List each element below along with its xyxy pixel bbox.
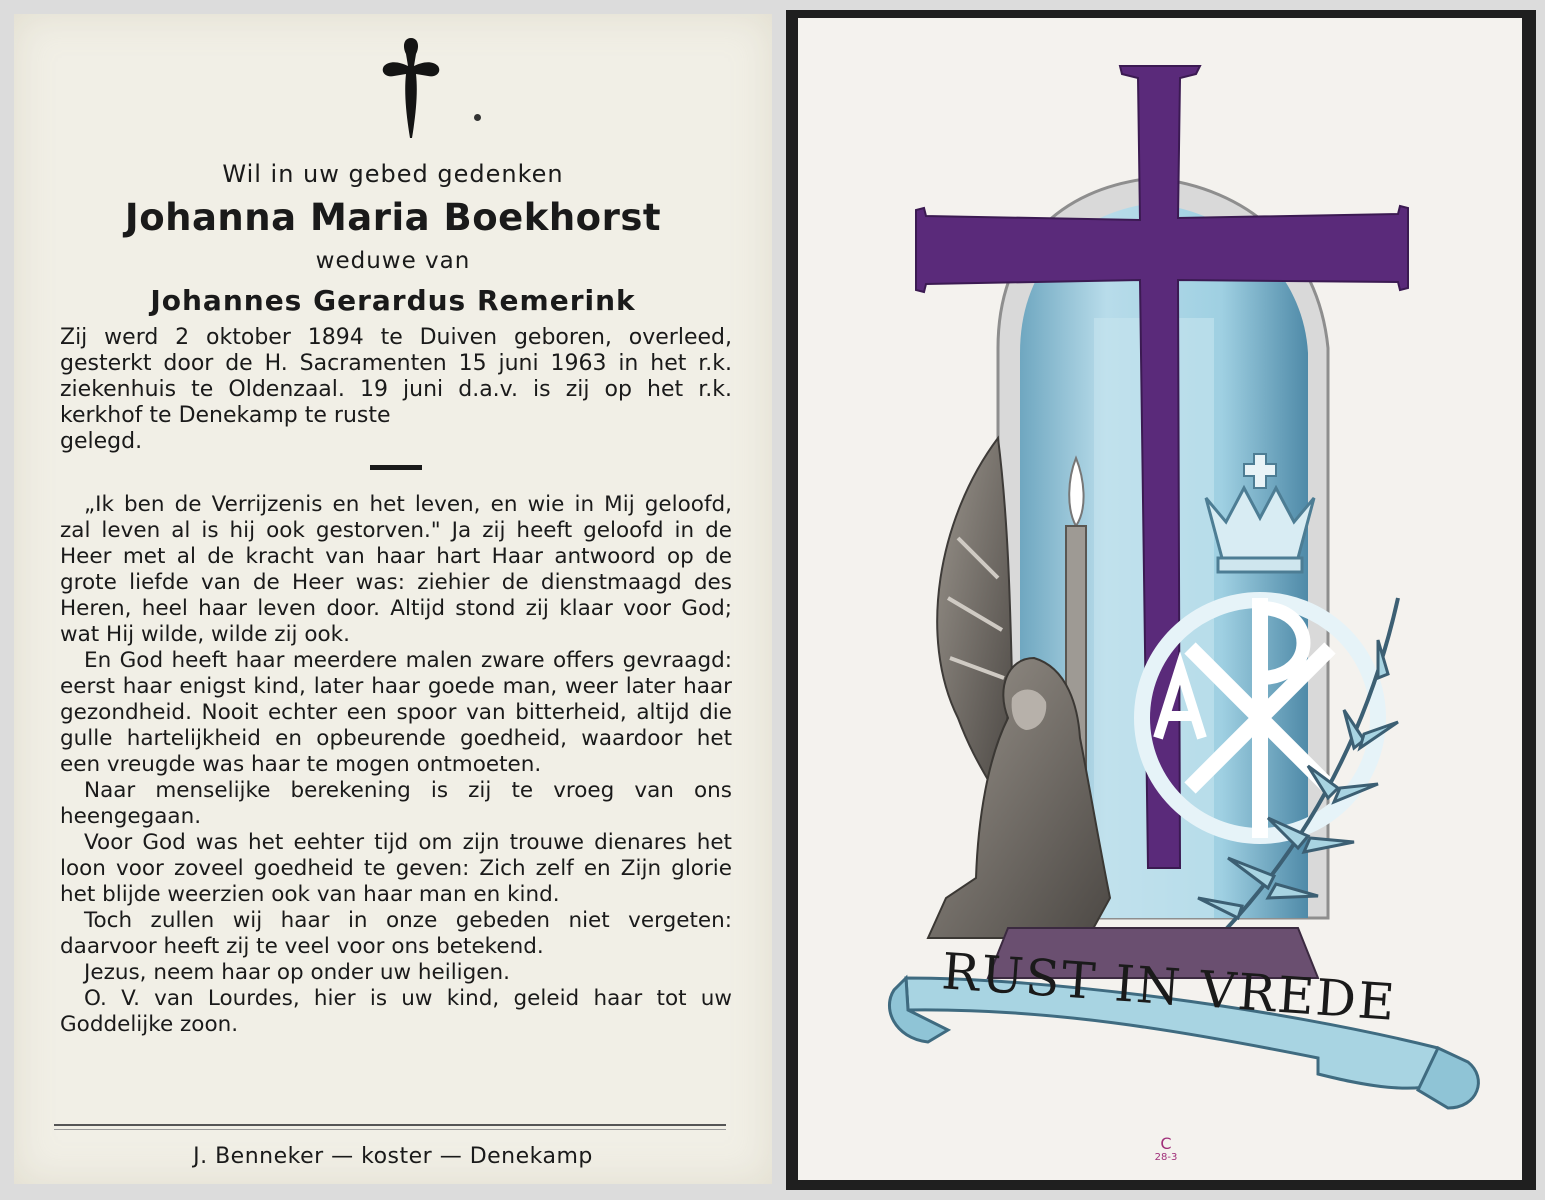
chi-rho-emblem bbox=[1142, 598, 1378, 838]
prayer-paragraph: „Ik ben de Verrijzenis en het leven, en wie in Mij geloofd, zal leven al is hij ook gestorven." Ja zij heeft geloofd in de Heer met al de kracht van haar hart Haar antwoord op de grote liefde van de Heer was: ziehier de dienstmaagd des Heren, heel haar leven door. Altijd stond zij klaar voor God; wat Hij wilde, wilde zij ook. bbox=[60, 492, 732, 647]
rest-in-peace-motto: RUST IN VREDE bbox=[939, 942, 1399, 1032]
printer-footer: J. Benneker — koster — Denekamp bbox=[193, 1144, 593, 1169]
prayer-paragraph: Voor God was het eehter tijd om zijn trouwe dienares het loon voor zoveel goedheid te geven: Zich zelf en Zijn glorie het blijde weerzien ook van haar man en kind. bbox=[60, 830, 732, 907]
husband-name: Johannes Gerardus Remerink bbox=[150, 284, 636, 317]
prayer-paragraph: Naar menselijke berekening is zij te vroeg van ons heengegaan. bbox=[60, 778, 732, 829]
memorial-image-card bbox=[786, 10, 1536, 1190]
copyright-symbol: C bbox=[1160, 1134, 1172, 1153]
prayer-paragraph: Toch zullen wij haar in onze gebeden niet vergeten: daarvoor heeft zij te veel voor ons betekend. bbox=[60, 908, 732, 959]
ink-speck bbox=[474, 114, 481, 121]
deceased-name: Johanna Maria Boekhorst bbox=[124, 196, 662, 239]
biography-end: gelegd. bbox=[60, 429, 143, 454]
prayer-paragraph: O. V. van Lourdes, hier is uw kind, geleid haar tot uw Goddelijke zoon. bbox=[60, 986, 732, 1037]
widow-of-line: weduwe van bbox=[315, 248, 471, 274]
divider bbox=[370, 465, 422, 470]
cross-icon bbox=[376, 34, 446, 142]
memorial-text-card bbox=[14, 14, 772, 1184]
publisher-mark bbox=[1136, 1136, 1196, 1163]
prayer-paragraph: Jezus, neem haar op onder uw heiligen. bbox=[84, 960, 510, 985]
footer-divider bbox=[54, 1124, 726, 1130]
biography bbox=[60, 325, 732, 455]
print-code: 28-3 bbox=[1154, 1152, 1178, 1163]
prayer-text bbox=[60, 492, 732, 1038]
illustration-panel bbox=[798, 18, 1522, 1180]
biography-text: Zij werd 2 oktober 1894 te Duiven geboren, overleed, gesterkt door de H. Sacramenten 15 juni 1963 in het r.k. ziekenhuis te Oldenzaal. 19 juni d.a.v. is zij op het r.k. kerkhof te Denekamp te ruste bbox=[60, 325, 732, 428]
intro-line: Wil in uw gebed gedenken bbox=[222, 160, 564, 188]
prayer-paragraph: En God heeft haar meerdere malen zware offers gevraagd: eerst haar enigst kind, later haar goede man, weer later haar gezondheid. Nooit echter een spoor van bitterheid, altijd die gulle hartelijkheid en opbeurende goedheid, waardoor het een vreugde was haar te mogen ontmoeten. bbox=[60, 648, 732, 777]
